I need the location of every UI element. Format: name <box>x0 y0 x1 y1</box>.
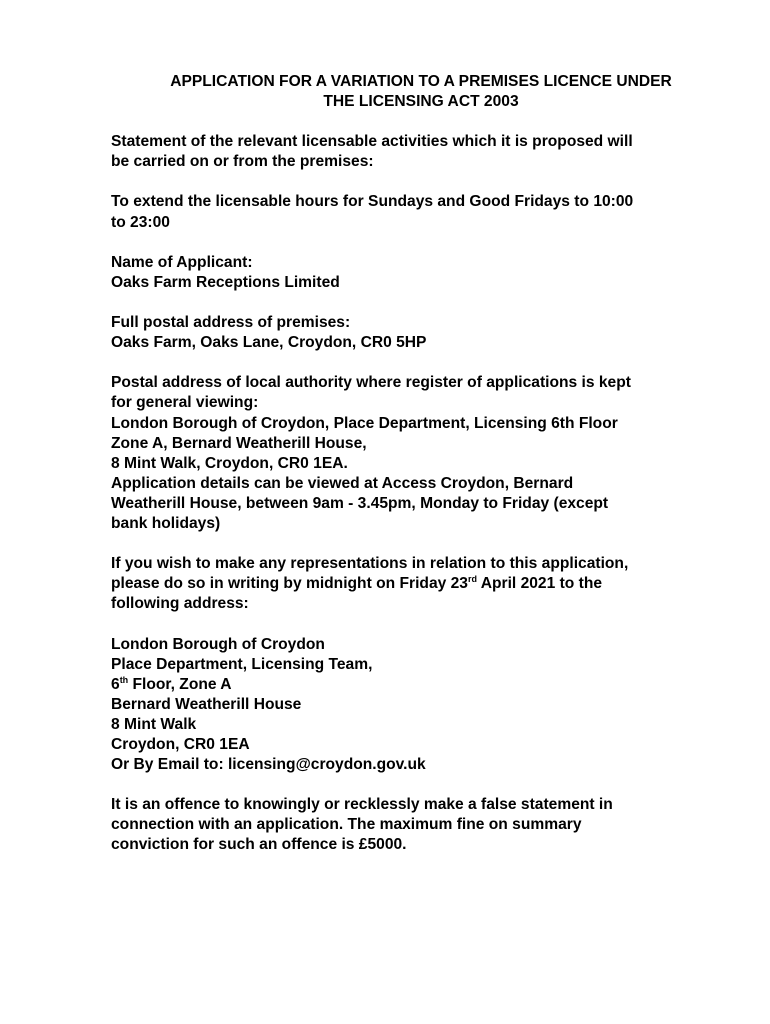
representations-line-1: If you wish to make any representations in relation to this application, <box>111 555 629 573</box>
applicant-label: Name of Applicant: <box>111 253 253 271</box>
representations-line-2-end: April 2021 to the <box>476 575 603 593</box>
authority-line-8: bank holidays) <box>111 514 221 532</box>
representations-line-3: following address: <box>111 595 249 613</box>
authority-line-1: Postal address of local authority where register of applications is kept <box>111 374 631 392</box>
authority-line-7: Weatherill House, between 9am - 3.45pm, Monday to Friday (except <box>111 494 609 512</box>
title-line-1: APPLICATION FOR A VARIATION TO A PREMISES LICENCE UNDER <box>170 73 672 90</box>
address-section <box>111 635 731 776</box>
title-line-2: THE LICENSING ACT 2003 <box>323 93 519 111</box>
representations-section <box>111 554 731 614</box>
activity-line-1: To extend the licensable hours for Sundays and Good Fridays to 10:00 <box>111 193 634 211</box>
floor-ordinal-suffix: th <box>119 674 129 685</box>
activity-line-2: to 23:00 <box>111 213 170 231</box>
authority-line-6: Application details can be viewed at Access Croydon, Bernard <box>111 474 574 492</box>
applicant-name: Oaks Farm Receptions Limited <box>111 273 340 291</box>
representations-line-2-start: please do so in writing by midnight on Friday 23 <box>111 575 468 593</box>
authority-line-2: for general viewing: <box>111 394 259 412</box>
authority-line-5: 8 Mint Walk, Croydon, CR0 1EA. <box>111 454 348 472</box>
applicant-section <box>111 253 731 293</box>
premises-address: Oaks Farm, Oaks Lane, Croydon, CR0 5HP <box>111 334 427 352</box>
date-ordinal-suffix: rd <box>467 574 477 585</box>
statement-paragraph <box>111 132 731 172</box>
address-line-2: Place Department, Licensing Team, <box>111 655 373 673</box>
offence-line-1: It is an offence to knowingly or recklessly make a false statement in <box>111 796 613 814</box>
statement-line-2: be carried on or from the premises: <box>111 153 374 171</box>
representations-line-2 <box>111 574 731 594</box>
offence-line-3: conviction for such an offence is £5000. <box>111 836 407 854</box>
offence-line-2: connection with an application. The maximum fine on summary <box>111 816 582 834</box>
address-line-6: Croydon, CR0 1EA <box>111 736 250 753</box>
address-line-5: 8 Mint Walk <box>111 715 197 733</box>
activity-paragraph <box>111 192 731 232</box>
premises-label: Full postal address of premises: <box>111 314 351 332</box>
address-line-3 <box>111 675 731 695</box>
statement-line-1: Statement of the relevant licensable activities which it is proposed will <box>111 133 633 151</box>
authority-line-4: Zone A, Bernard Weatherill House, <box>111 434 367 452</box>
address-floor-rest: Floor, Zone A <box>128 675 232 693</box>
address-email-line: Or By Email to: licensing@croydon.gov.uk <box>111 756 426 774</box>
address-line-1: London Borough of Croydon <box>111 635 325 653</box>
premises-section <box>111 313 731 353</box>
address-line-4: Bernard Weatherill House <box>111 695 302 713</box>
address-floor-number: 6 <box>111 675 120 693</box>
authority-section <box>111 373 731 534</box>
offence-section <box>111 795 731 855</box>
document-page <box>111 72 731 876</box>
authority-line-3: London Borough of Croydon, Place Department, Licensing 6th Floor <box>111 414 618 432</box>
document-title <box>111 72 731 112</box>
